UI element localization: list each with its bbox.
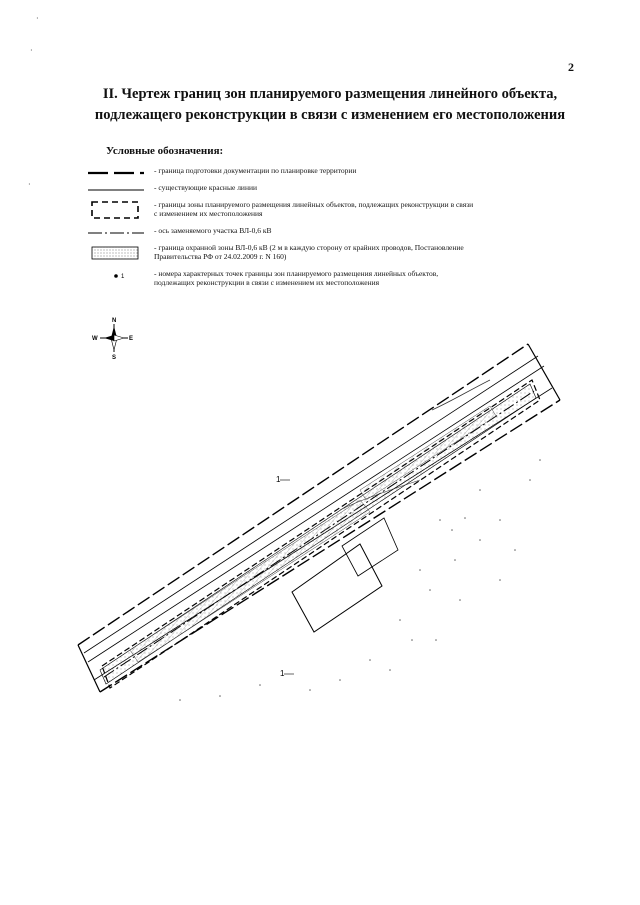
point-label-upper: 1 bbox=[276, 475, 281, 484]
solid-line-symbol bbox=[88, 183, 144, 197]
legend-item-text: - границы зоны планируемого размещения линейных объектов, подлежащих реконструкции в связи с изменением их местоположения bbox=[154, 200, 474, 218]
legend-item-points bbox=[88, 269, 468, 305]
legend-item-text: - существующие красные линии bbox=[154, 183, 257, 192]
compass-s: S bbox=[112, 355, 117, 360]
legend bbox=[88, 166, 474, 305]
dash-dot-line-symbol bbox=[88, 226, 144, 240]
legend-item-zone-boundary bbox=[88, 200, 474, 226]
legend-item-protection-zone bbox=[88, 243, 468, 269]
legend-item-text: - ось заменяемого участка ВЛ-0,6 кВ bbox=[154, 226, 272, 235]
scan-speck: · bbox=[30, 46, 33, 55]
point-marker-symbol bbox=[88, 269, 144, 283]
point-label-lower: 1 bbox=[280, 669, 285, 678]
legend-heading: Условные обозначения: bbox=[106, 145, 224, 157]
road-features bbox=[130, 380, 496, 662]
terrain-dots bbox=[179, 459, 541, 701]
title-line-2: подлежащего реконструкции в связи с изменением его местоположения bbox=[94, 107, 566, 123]
legend-item-text: - граница охранной зоны ВЛ-0,6 кВ (2 м в каждую сторону от крайних проводов, Постановление Правительства РФ от 24.02.2009 г. N 160) bbox=[154, 243, 464, 261]
legend-item-axis bbox=[88, 226, 468, 243]
legend-item-text: - номера характерных точек границы зон планируемого размещения линейных объектов, подлежащих реконструкции в связи с изменением их местоположения bbox=[154, 269, 439, 287]
title-line-1: II. Чертеж границ зон планируемого размещения линейного объекта, bbox=[102, 86, 558, 102]
thick-dash-line-symbol bbox=[88, 166, 144, 180]
scan-speck: · bbox=[28, 180, 31, 189]
legend-item-red-lines bbox=[88, 183, 468, 200]
compass-w: W bbox=[92, 336, 98, 342]
page-title bbox=[60, 84, 600, 126]
hatched-box-symbol bbox=[88, 243, 144, 263]
legend-item-planning-boundary bbox=[88, 166, 468, 183]
compass-e: E bbox=[129, 336, 134, 342]
dashed-box-symbol bbox=[88, 200, 144, 220]
scan-speck: · bbox=[36, 14, 39, 23]
red-lines bbox=[84, 356, 552, 680]
boundary-drawing bbox=[60, 340, 600, 720]
compass-n: N bbox=[112, 318, 117, 324]
page-number: 2 bbox=[568, 60, 574, 74]
legend-item-text: - граница подготовки документации по планировке территории bbox=[154, 166, 357, 175]
point-marker-label: 1 bbox=[121, 274, 125, 280]
